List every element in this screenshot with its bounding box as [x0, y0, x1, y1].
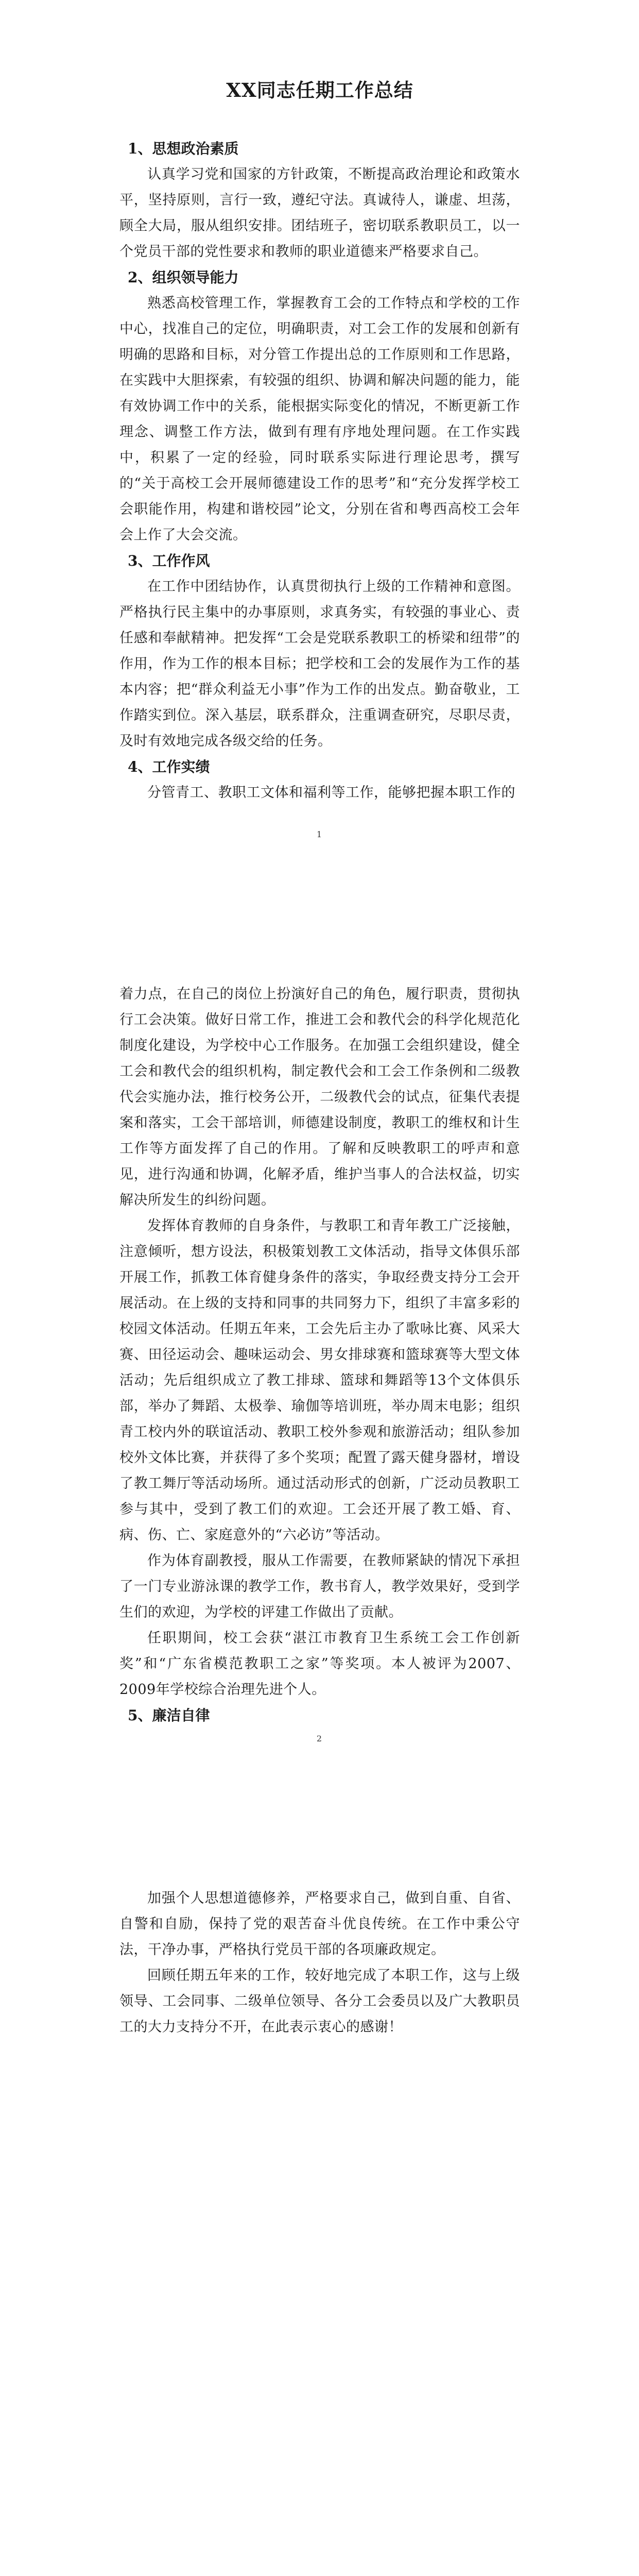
section-4-paragraph-1-start: 分管青工、教职工文体和福利等工作，能够把握本职工作的: [147, 785, 515, 801]
page-1-content: [119, 77, 520, 806]
section-1-paragraph: 认真学习党和国家的方针政策，不断提高政治理论和政策水平，坚持原则，言行一致，遵纪守法。真诚待人，谦虚、坦荡，顾全大局，服从组织安排。团结班子，密切联系教职员工，以一个党员干部的党性要求和教师的职业道德来严格要求自己。: [119, 166, 520, 260]
section-4-paragraph-2: 发挥体育教师的自身条件，与教职工和青年教工广泛接触，注意倾听，想方设法，积极策划教工文体活动，指导文体俱乐部开展工作，抓教工体育健身条件的落实，争取经费支持分工会开展活动。在上级的支持和同事的共同努力下，组织了丰富多彩的校园文体活动。任期五年来，工会先后主办了歌咏比赛、风采大赛、田径运动会、趣味运动会、男女排球赛和篮球赛等大型文体活动；先后组织成立了教工排球、篮球和舞蹈等13个文体俱乐部，举办了舞蹈、太极拳、瑜伽等培训班，举办周末电影；组织青工校内外的联谊活动、教职工校外参观和旅游活动；组队参加校外文体比赛，并获得了多个奖项；配置了露天健身器材，增设了教工舞厅等活动场所。通过活动形式的创新，广泛动员教职工参与其中，受到了教工们的欢迎。工会还开展了教工婚、育、病、伤、亡、家庭意外的“六必访”等活动。: [119, 1218, 520, 1543]
page-number-2: 2: [316, 1734, 322, 1743]
section-5-paragraph-1: 加强个人思想道德修养，严格要求自己，做到自重、自省、自警和自励，保持了党的艰苦奋斗优良传统。在工作中秉公守法，干净办事，严格执行党员干部的各项廉政规定。: [119, 1890, 520, 1958]
document-title: XX同志任期工作总结: [226, 79, 413, 101]
section-heading-4: 4、工作实绩: [128, 758, 210, 775]
section-heading-3: 3、工作作风: [128, 552, 210, 569]
closing-paragraph: 回顾任期五年来的工作，较好地完成了本职工作，这与上级领导、工会同事、二级单位领导、各分工会委员以及广大教职员工的大力支持分不开，在此表示衷心的感谢！: [119, 1968, 520, 2035]
section-heading-2: 2、组织领导能力: [128, 269, 239, 286]
section-4-paragraph-1-end: 着力点，在自己的岗位上扮演好自己的角色，履行职责，贯彻执行工会决策。做好日常工作，推进工会和教代会的科学化规范化制度化建设，为学校中心工作服务。在加强工会组织建设，健全工会和教代会的组织机构，制定教代会和工会工作条例和二级教代会实施办法，推行校务公开，二级教代会的试点，征集代表提案和落实，工会干部培训，师德建设制度，教职工的维权和计生工作等方面发挥了自己的作用。了解和反映教职工的呼声和意见，进行沟通和协调，化解矛盾，维护当事人的合法权益，切实解决所发生的纠纷问题。: [119, 986, 520, 1208]
section-heading-5: 5、廉洁自律: [128, 1707, 210, 1724]
page-2-content: [119, 981, 520, 1728]
page-number-1: 1: [316, 829, 322, 839]
section-3-paragraph: 在工作中团结协作，认真贯彻执行上级的工作精神和意图。严格执行民主集中的办事原则，求真务实，有较强的事业心、责任感和奉献精神。把发挥“工会是党联系教职工的桥梁和纽带”的作用，作为工作的根本目标；把学校和工会的发展作为工作的基本内容；把“群众利益无小事”作为工作的出发点。勤奋敬业，工作踏实到位。深入基层，联系群众，注重调查研究，尽职尽责，及时有效地完成各级交给的任务。: [119, 579, 520, 749]
section-2-paragraph: 熟悉高校管理工作，掌握教育工会的工作特点和学校的工作中心，找准自己的定位，明确职责，对工会工作的发展和创新有明确的思路和目标，对分管工作提出总的工作原则和工作思路，在实践中大胆探索，有较强的组织、协调和解决问题的能力，能有效协调工作中的关系，能根据实际变化的情况，不断更新工作理念、调整工作方法，做到有理有序地处理问题。在工作实践中，积累了一定的经验，同时联系实际进行理论思考，撰写的“关于高校工会开展师德建设工作的思考”和“充分发挥学校工会职能作用，构建和谐校园”论文，分别在省和粤西高校工会年会上作了大会交流。: [119, 295, 520, 543]
section-4-paragraph-3: 作为体育副教授，服从工作需要，在教师紧缺的情况下承担了一门专业游泳课的教学工作，教书育人，教学效果好，受到学生们的欢迎，为学校的评建工作做出了贡献。: [119, 1553, 520, 1620]
section-4-paragraph-4: 任职期间，校工会获“湛江市教育卫生系统工会工作创新奖”和“广东省模范教职工之家”等奖项。本人被评为2007、2009年学校综合治理先进个人。: [119, 1630, 520, 1698]
section-heading-1: 1、思想政治素质: [128, 140, 239, 157]
page-3-content: [119, 1886, 520, 2040]
